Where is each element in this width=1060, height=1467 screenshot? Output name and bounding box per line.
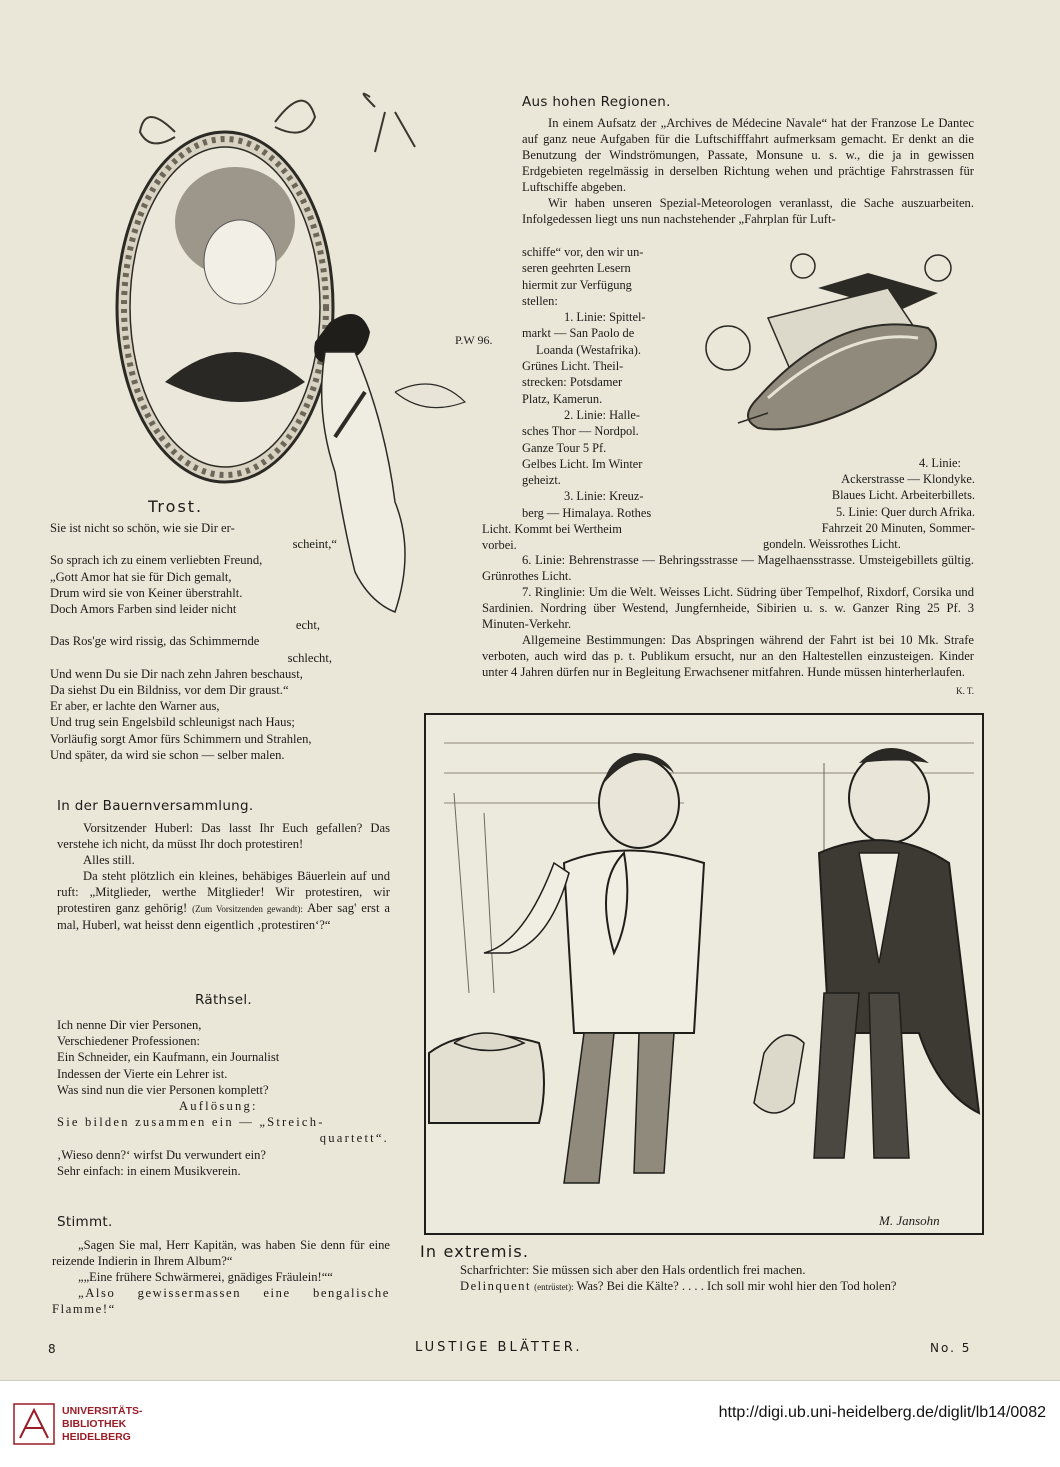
fahrplan-line: Loanda (Westafrika). xyxy=(536,342,641,357)
regionen-title: Aus hohen Regionen. xyxy=(522,94,671,110)
raethsel-line: Ich nenne Dir vier Personen, xyxy=(57,1018,202,1032)
raethsel-solution-line: Sehr einfach: in einem Musikverein. xyxy=(57,1163,241,1178)
regionen-initials: K. T. xyxy=(956,686,974,696)
fahrplan-line: Ganze Tour 5 Pf. xyxy=(522,440,607,455)
extremis-title: In extremis. xyxy=(420,1242,530,1261)
raethsel-line: Indessen der Vierte ein Lehrer ist. xyxy=(57,1066,228,1081)
trost-line: echt, xyxy=(295,618,320,633)
stimmt-text xyxy=(52,1237,390,1317)
fahrplan-line: strecken: Potsdamer xyxy=(522,375,623,390)
trost-line: Das Ros'ge wird rissig, das Schimmernde xyxy=(50,634,260,649)
raethsel-poem xyxy=(57,1017,392,1179)
fahrplan-line: Blaues Licht. Arbeiterbillets. xyxy=(831,488,975,503)
trost-line: So sprach ich zu einem verliebten Freund, xyxy=(50,553,263,568)
trost-poem xyxy=(50,520,390,763)
raethsel-solution-line: Sie bilden zusammen ein — „Streich- xyxy=(57,1115,325,1130)
raethsel-solution-title: Auflösung: xyxy=(179,1099,258,1114)
fahrplan-line: berg — Himalaya. Rothes xyxy=(522,505,652,520)
fahrplan-line: seren geehrten Lesern xyxy=(522,261,631,276)
issue-number: No. 5 xyxy=(930,1341,972,1355)
trost-line: Sie ist nicht so schön, wie sie Dir er- xyxy=(50,521,235,535)
regionen-paragraph: In einem Aufsatz der „Archives de Médecine Navale“ hat der Franzose Le Dantec auf ganz neue Aufgaben für die Luftschifffahrt aufmerksam gemacht. Er denkt an die Benutzung der Windströmungen, Passate, Monsune u. s. w., die ja in gewissen Erdgebieten regelmässig in derselben Richtung wehen und prächtige Fahrstrassen für Luftschiffe abgeben. xyxy=(522,116,974,194)
raethsel-line: Verschiedener Professionen: xyxy=(57,1034,201,1049)
stimmt-paragraph: „„Eine frühere Schwärmerei, gnädiges Fräulein!““ xyxy=(78,1270,333,1284)
fahrplan-line: sches Thor — Nordpol. xyxy=(522,424,639,439)
fahrplan-line: Platz, Kamerun. xyxy=(522,391,603,406)
fahrplan-line: 2. Linie: Halle- xyxy=(564,407,641,422)
fahrplan-right-column xyxy=(755,455,975,552)
bauern-title: In der Bauernversammlung. xyxy=(57,798,254,814)
library-name: UNIVERSITÄTS- BIBLIOTHEK HEIDELBERG xyxy=(62,1405,143,1443)
extremis-line: Scharfrichter: Sie müssen sich aber den Hals ordentlich frei machen. xyxy=(460,1263,806,1277)
raethsel-line: Was sind nun die vier Personen komplett? xyxy=(57,1082,269,1097)
fahrplan-line: Grünes Licht. Theil- xyxy=(522,359,624,374)
fahrplan-line: stellen: xyxy=(522,293,558,308)
raethsel-line: Ein Schneider, ein Kaufmann, ein Journalist xyxy=(57,1050,280,1065)
library-logo-icon xyxy=(12,1402,56,1446)
stimmt-paragraph: „Also gewissermassen eine bengalische Flamme!“ xyxy=(52,1286,390,1316)
trost-line: „Gott Amor hat sie für Dich gemalt, xyxy=(50,569,232,584)
fahrplan-line: gondeln. Weissrothes Licht. xyxy=(763,537,901,552)
extremis-line: Delinquent (entrüstet): Was? Bei die Kälte? . . . . Ich soll mir wohl hier den Tod holen? xyxy=(460,1279,897,1293)
fahrplan-line: Fahrzeit 20 Minuten, Sommer- xyxy=(821,520,975,535)
bauern-paragraph: Da steht plötzlich ein kleines, behäbiges Bäuerlein auf und ruft: „Mitglieder, werthe Mitglieder! Wir protestiren, wir protestiren ganz gehörig! (Zum Vorsitzenden gewandt): Aber sag' erst a mal, Huberl, wat heisst denn eigentlich ‚protestiren‘?“ xyxy=(57,869,390,932)
fahrplan-line: 4. Linie: xyxy=(919,456,961,470)
trost-line: Er aber, er lachte den Warner aus, xyxy=(50,699,220,714)
trost-line: schlecht, xyxy=(287,650,332,665)
library-footer xyxy=(0,1380,1060,1467)
regionen-intro xyxy=(522,115,974,227)
bauern-paragraph: Alles still. xyxy=(83,853,135,867)
bauern-text xyxy=(57,820,390,933)
fahrplan-line: Ackerstrasse — Klondyke. xyxy=(841,472,975,487)
fahrplan-line: hiermit zur Verfügung xyxy=(522,277,632,292)
stimmt-paragraph: „Sagen Sie mal, Herr Kapitän, was haben Sie denn für eine reizende Indierin in Ihrem Album?“ xyxy=(52,1238,390,1268)
illustration-signature: P.W 96. xyxy=(455,333,493,347)
trost-line: Und später, da wird sie schon — selber malen. xyxy=(50,747,285,762)
fahrplan-left-column xyxy=(482,244,682,554)
raethsel-title: Räthsel. xyxy=(195,992,252,1008)
fahrplan-line: Licht. Kommt bei Wertheim xyxy=(482,522,622,537)
trost-line: Und trug sein Engelsbild schleunigst nach Haus; xyxy=(50,715,295,730)
raethsel-solution-line: ‚Wieso denn?‘ wirfst Du verwundert ein? xyxy=(57,1147,266,1162)
trost-line: Drum wird sie von Keiner überstrahlt. xyxy=(50,585,243,600)
trost-line: Und wenn Du sie Dir nach zehn Jahren beschaust, xyxy=(50,666,303,681)
trost-line: Da siehst Du ein Bildniss, vor dem Dir graust.“ xyxy=(50,683,289,698)
fahrplan-line: markt — San Paolo de xyxy=(522,326,635,341)
fahrplan-line: 1. Linie: Spittel- xyxy=(564,310,646,325)
stimmt-title: Stimmt. xyxy=(57,1214,113,1230)
regionen-paragraph: Allgemeine Bestimmungen: Das Abspringen während der Fahrt ist bei 10 Mk. Strafe verboten, auch wird das p. t. Publikum ersucht, nur an den Haltestellen einzusteigen. Kinder unter 4 Jahren dürfen nur in Begleitung Erwachsener mitfahren. Hunde müssen hinterherlaufen. K. T. xyxy=(482,632,974,680)
airship-illustration xyxy=(698,248,978,463)
trost-line: Doch Amors Farben sind leider nicht xyxy=(50,602,237,617)
trost-line: scheint,“ xyxy=(292,537,337,552)
regionen-paragraph: 6. Linie: Behrenstrasse — Behringsstrasse — Magelhaensstrasse. Umsteigebillets gültig. Grünrothes Licht. xyxy=(482,553,974,583)
raethsel-solution-line: quartett“. xyxy=(319,1131,389,1146)
regionen-paragraph: 7. Ringlinie: Um die Welt. Weisses Licht. Südring über Tempelhof, Rixdorf, Corsika und Sardinien. Nordring über Westend, Jungfernheide, Sibirien u. s. w. Ganzer Ring 25 Pf. 3 Minuten-Verkehr. xyxy=(482,585,974,631)
regionen-rules xyxy=(482,552,974,699)
trost-line: Vorläufig sorgt Amor fürs Schimmern und Strahlen, xyxy=(50,731,312,746)
page-number: 8 xyxy=(48,1342,58,1356)
fahrplan-line: 5. Linie: Quer durch Afrika. xyxy=(835,504,975,519)
extremis-text xyxy=(420,1262,976,1295)
trost-title: Trost. xyxy=(148,497,204,516)
fahrplan-line: schiffe“ vor, den wir un- xyxy=(522,245,644,259)
masthead: LUSTIGE BLÄTTER. xyxy=(415,1340,583,1355)
cartoon-artist-signature: M. Jansohn xyxy=(879,1213,940,1228)
digital-library-url[interactable]: http://digi.ub.uni-heidelberg.de/diglit/lb14/0082 xyxy=(718,1404,1046,1421)
fahrplan-line: vorbei. xyxy=(482,538,517,553)
regionen-paragraph: Wir haben unseren Spezial-Meteorologen veranlasst, die Sache auszuarbeiten. Infolgedessen liegt uns nun nachstehender „Fahrplan für Luft- xyxy=(522,196,974,226)
cartoon-illustration xyxy=(424,713,984,1235)
fahrplan-line: geheizt. xyxy=(522,473,561,488)
fahrplan-line: 3. Linie: Kreuz- xyxy=(564,489,644,504)
fahrplan-line: Gelbes Licht. Im Winter xyxy=(522,456,643,471)
bauern-paragraph: Vorsitzender Huberl: Das lasst Ihr Euch gefallen? Das verstehe ich nicht, da müsst Ihr doch protestiren! xyxy=(57,821,390,851)
